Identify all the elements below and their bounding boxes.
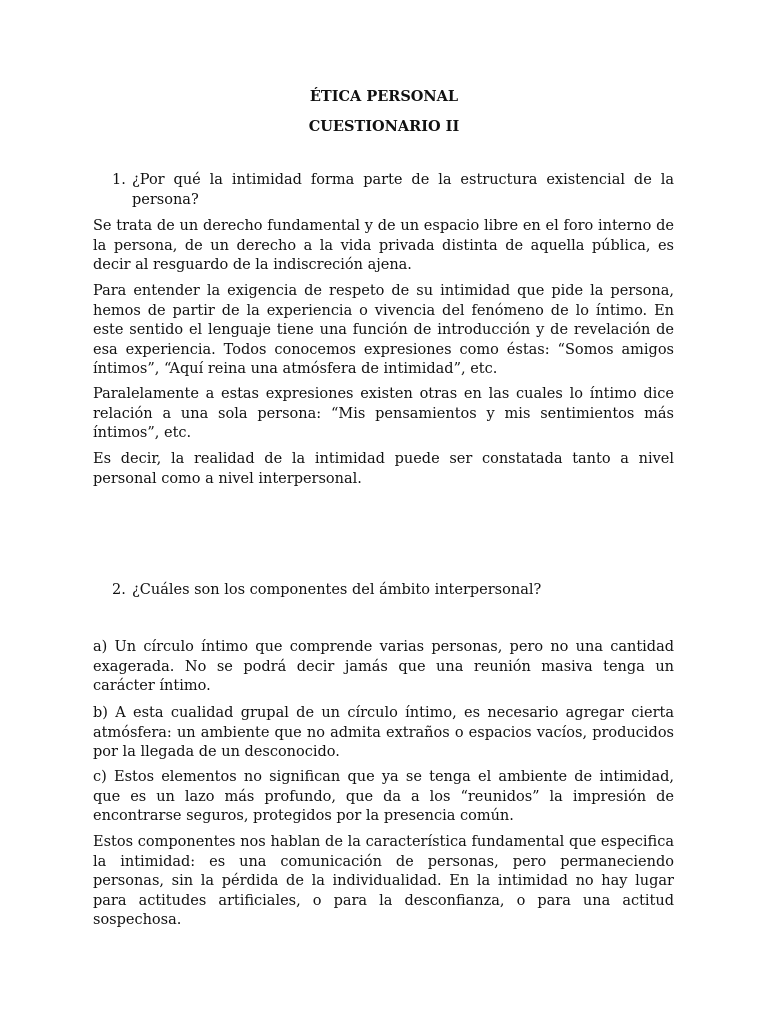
question-2 — [112, 581, 674, 601]
question-1-answer-paragraph-3: Paralelamente a estas expresiones existen otras en las cuales lo íntimo dice relación a una sola persona: “Mis pensamientos y mis sentimientos más íntimos”, etc. — [93, 386, 674, 442]
question-2-text: ¿Cuáles son los componentes del ámbito interpersonal? — [132, 582, 542, 598]
question-2-answer-conclusion: Estos componentes nos hablan de la característica fundamental que especifica la intimidad: es una comunicación de personas, pero permaneciendo personas, sin la pérdida de la individualidad. En la intimidad no hay lugar para actitudes artificiales, o para la desconfianza, o para una actitud sospechosa. — [93, 834, 674, 929]
question-1-text: ¿Por qué la intimidad forma parte de la estructura existencial de la persona? — [132, 172, 674, 208]
question-1 — [112, 171, 674, 210]
question-2-answer-item-b: b) A esta cualidad grupal de un círculo íntimo, es necesario agregar cierta atmósfera: un ambiente que no admita extraños o espacios vacíos, producidos por la llegada de un desconocido. — [93, 705, 674, 761]
question-2-answer-item-c: c) Estos elementos no significan que ya se tenga el ambiente de intimidad, que es un lazo más profundo, que da a los “reunidos” la impresión de encontrarse seguros, protegidos por la presencia común. — [93, 769, 674, 825]
question-1-answer-paragraph-4: Es decir, la realidad de la intimidad puede ser constatada tanto a nivel personal como a nivel interpersonal. — [93, 451, 674, 487]
document-title: ÉTICA PERSONAL — [309, 88, 459, 105]
question-1-answer-paragraph-2: Para entender la exigencia de respeto de su intimidad que pide la persona, hemos de partir de la experiencia o vivencia del fenómeno de lo íntimo. En este sentido el lenguaje tiene una función de introducción y de revelación de esa experiencia. Todos conocemos expresiones como éstas: “Somos amigos íntimos”, “Aquí reina una atmósfera de intimidad”, etc. — [93, 283, 674, 378]
question-1-answer-paragraph-1: Se trata de un derecho fundamental y de un espacio libre en el foro interno de la persona, de un derecho a la vida privada distinta de aquella pública, es decir al resguardo de la indiscreción ajena. — [93, 218, 674, 274]
question-1-number: 1. — [112, 172, 126, 188]
document-subtitle: CUESTIONARIO II — [308, 118, 460, 135]
question-2-answer-item-a: a) Un círculo íntimo que comprende varias personas, pero no una cantidad exagerada. No se podrá decir jamás que una reunión masiva tenga un carácter íntimo. — [93, 639, 674, 695]
question-2-number: 2. — [112, 582, 126, 598]
